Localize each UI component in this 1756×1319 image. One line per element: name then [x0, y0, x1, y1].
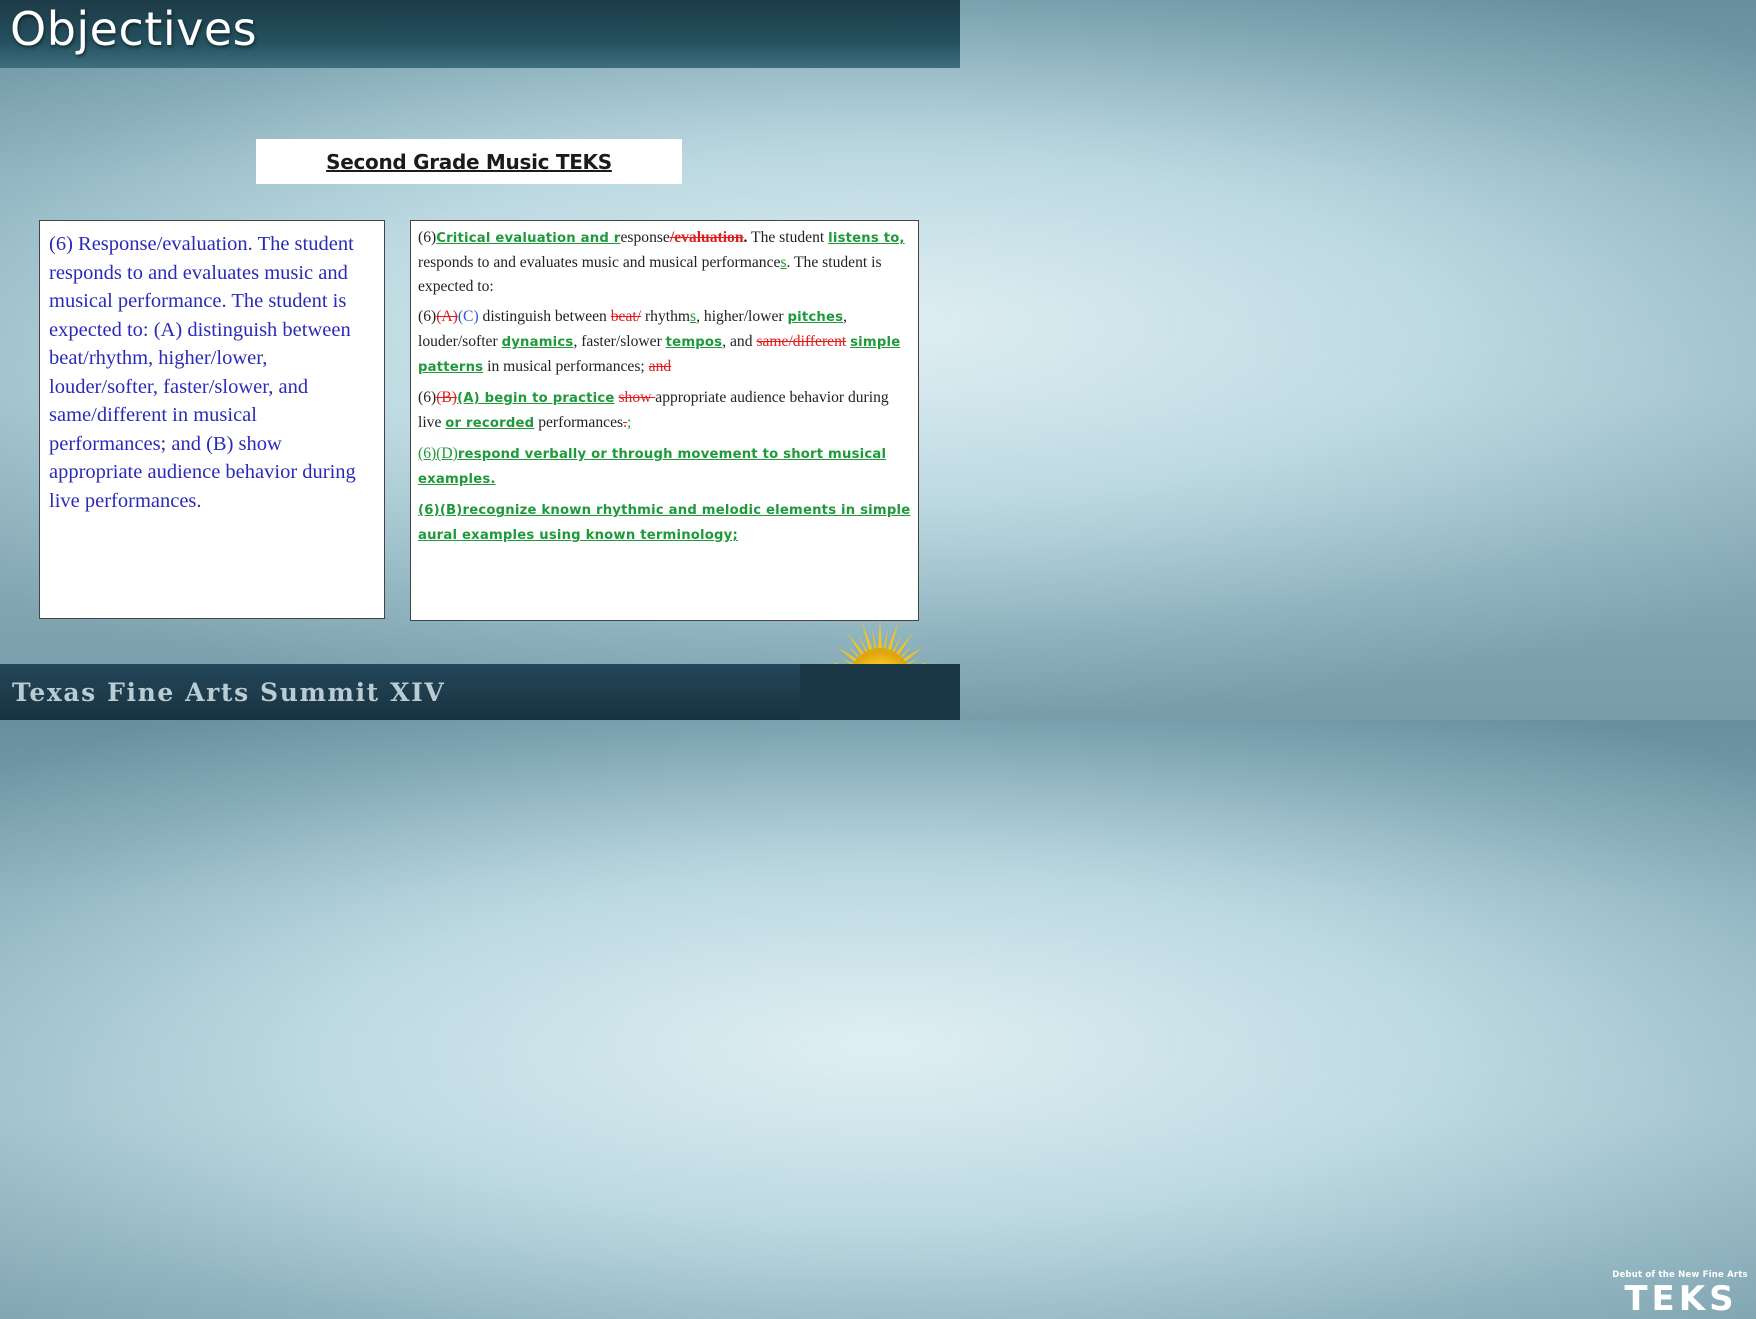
revised-paragraph-d: [418, 442, 914, 492]
inserted-text: (6)(B)recognize known rhythmic and melodic elements in simple aural examples using known terminology;: [418, 503, 911, 543]
current-teks-text: (6) Response/evaluation. The student responds to and evaluates music and musical performance. The student is expected to: (A) distinguish between beat/rhythm, higher/lower, louder/softer, faster/slower, and same/different in musical performances; and (B) show appropriate audience behavior during live performances.: [49, 233, 356, 512]
deleted-text: .: [623, 414, 627, 431]
text-segment: in musical performances;: [483, 358, 649, 375]
inserted-text: tempos: [665, 335, 723, 350]
deleted-text: beat/: [610, 308, 642, 325]
text-segment: (6): [418, 389, 437, 406]
deleted-text: /evaluation: [669, 229, 744, 246]
subtitle-box: [256, 139, 682, 184]
inserted-text: pitches: [787, 310, 844, 325]
text-segment: . The student is expected to:: [418, 254, 882, 295]
sun-icon: [800, 600, 960, 720]
inserted-text: listens to,: [828, 231, 905, 246]
text-segment: distinguish between: [478, 308, 611, 325]
inserted-text: (A) begin to practice: [456, 391, 615, 406]
inserted-text: respond verbally or through movement to short musical examples.: [418, 447, 887, 487]
text-segment: .: [743, 229, 748, 246]
revised-paragraph-a: [418, 386, 914, 436]
deleted-text: same/different: [756, 333, 847, 350]
revised-paragraph-c: [418, 305, 914, 380]
slide-title: Objectives: [10, 2, 258, 56]
text-segment: The student: [747, 229, 829, 246]
text-segment: responds to and evaluates music and musical performance: [418, 254, 781, 271]
inserted-text: s: [780, 254, 787, 271]
inserted-text: Critical evaluation and r: [436, 231, 621, 246]
deleted-text: (B): [436, 389, 457, 406]
revised-paragraph-b: [418, 498, 914, 548]
teks-logo: [800, 600, 1748, 1319]
deleted-text: show: [618, 389, 656, 406]
footer-title: Texas Fine Arts Summit XIV: [12, 678, 446, 707]
text-segment: , higher/lower: [696, 308, 788, 325]
slide-subtitle: Second Grade Music TEKS: [326, 149, 612, 174]
inserted-text: ;: [626, 414, 632, 431]
deleted-text: (A): [436, 308, 458, 325]
text-segment: esponse: [620, 229, 670, 246]
text-segment: (C): [457, 308, 479, 325]
logo-tagline: Debut of the New Fine Arts: [1612, 1270, 1748, 1280]
logo-word: TEKS: [1624, 1279, 1738, 1319]
text-segment: performances: [534, 414, 624, 431]
text-segment: , and: [722, 333, 757, 350]
inserted-text: or recorded: [445, 416, 535, 431]
inserted-text: dynamics: [501, 335, 574, 350]
text-segment: rhythm: [641, 308, 691, 325]
text-segment: (6): [418, 308, 437, 325]
text-segment: (6): [418, 229, 437, 246]
text-segment: , faster/slower: [573, 333, 666, 350]
revised-teks-panel: [410, 220, 919, 621]
inserted-text: simple patterns: [418, 335, 901, 375]
text-segment: appropriate audience behavior during live: [418, 389, 889, 431]
inserted-text: s: [690, 308, 697, 325]
inserted-text: (6)(D): [418, 445, 458, 462]
deleted-text: and: [648, 358, 672, 375]
text-segment: , louder/softer: [418, 308, 848, 350]
revised-paragraph-intro: [418, 226, 914, 299]
title-bar: [0, 0, 960, 68]
current-teks-panel: [39, 220, 385, 619]
